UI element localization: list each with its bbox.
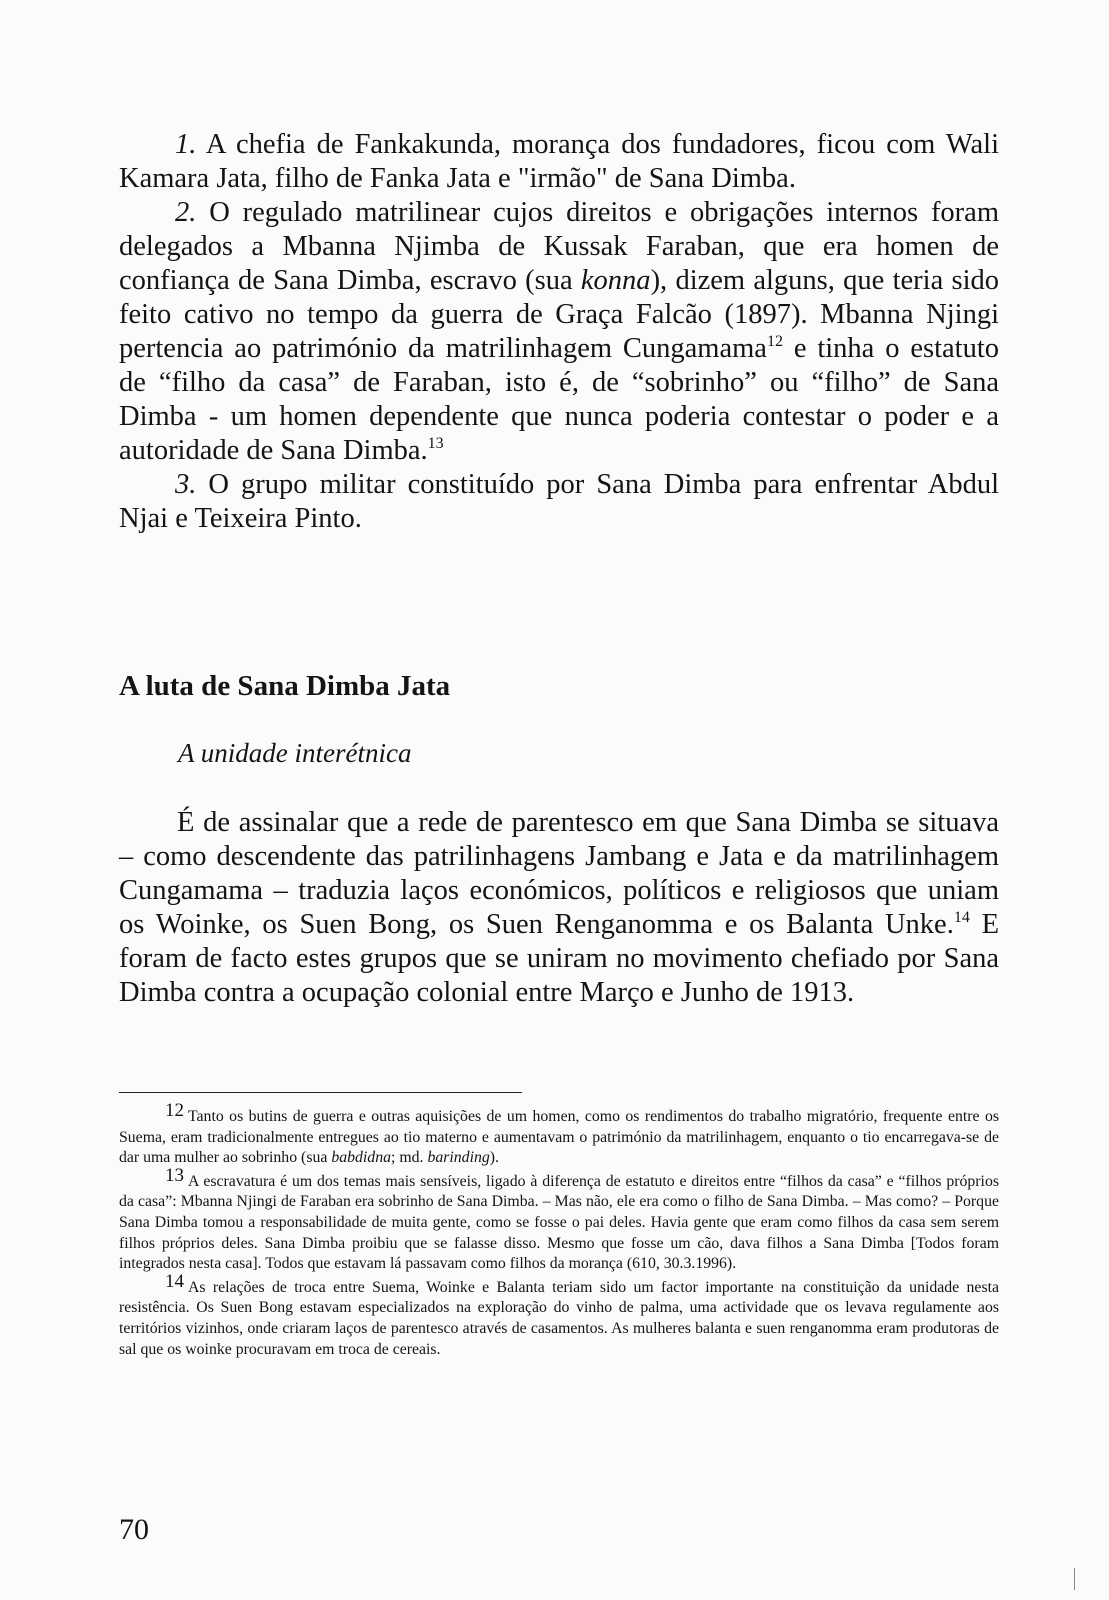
item-text: O grupo militar constituído por Sana Dimba para enfrentar Abdul Njai e Teixeira Pinto. [119,469,1000,534]
item-text: O regulado matrilinear cujos direitos e obrigações internos foram delegados a Mbanna Njimba de Kussak Faraban, que era homen de confiança de Sana Dimba, escravo (sua [119,197,999,296]
footnote-number: 12 [165,1100,184,1121]
footnote-ref-12: 12 [766,333,783,350]
page-number: 70 [119,1513,149,1546]
footnote-14: 14 As relações de troca entre Suema, Woinke e Balanta teriam sido um factor importante na constituição da unidade nesta resistência. Os Suen Bong estavam especializados na exploração do vinho de palma, uma actividade que os levava regulamente aos territórios vizinhos, onde criaram laços de parentesco através de casamentos. As mulheres balanta e suen renganomma eram produtoras de sal que os woinke procuravam em troca de cereais. [119,1270,999,1358]
item-number: 2. [175,197,197,228]
list-item-3 [119,468,999,536]
italic-term: konna [580,265,651,296]
footnote-number: 14 [165,1270,184,1292]
list-item-2 [119,196,999,468]
item-number: 1. [175,129,197,160]
item-text: e tinha o estatuto de “filho da casa” de Faraban, isto é, de “sobrinho” ou “filho” de Sana Dimba - um homen dependente que nunca poderia contestar o poder e a autoridade de Sana Dimba. [119,333,999,466]
list-item-1 [119,128,999,196]
body-paragraph: É de assinalar que a rede de parentesco em que Sana Dimba se situava – como descendente das patrilinhagens Jambang e Jata e da matrilinhagem Cungamama – traduzia laços económicos, políticos e religiosos que uniam os Woinke, os Suen Bong, os Suen Renganomma e os Balanta Unke.$^{14}$ E foram de facto estes grupos que se uniram no movimento chefiado por Sana Dimba contra a ocupação colonial entre Março e Junho de 1913. [119,807,999,1008]
item-text: ), dizem alguns, que teria sido feito cativo no tempo da guerra de Graça Falcão (1897). Mbanna Njingi pertencia ao património da matrilinhagem Cungamama [119,265,999,364]
numbered-list [119,128,999,536]
section-heading: A luta de Sana Dimba Jata [119,670,451,702]
subsection-heading: A unidade interétnica [178,738,412,768]
footnote-13: 13 A escravatura é um dos temas mais sensíveis, ligado à diferença de estatuto e direitos entre “filhos da casa” e “filhos próprios da casa”: Mbanna Njingi de Faraban era sobrinho de Sana Dimba. – Mas não, ele era como o filho de Sana Dimba. – Mas como? – Porque Sana Dimba tomou a responsabilidade de muita gente, como se fosse o pai deles. Havia gente que eram como filhos da casa sem serem filhos próprios deles. Sana Dimba proibiu que se falasse disso. Mesmo que fosse um cão, dava filhos a Sana Dimba [Todos foram integrados nesta casa]. Todos que estavam lá passavam como filhos da morança (610, 30.3.1996). [119,1164,999,1273]
footnote-number: 13 [165,1164,184,1186]
footnote-divider [119,1092,522,1093]
footnote-12: 12 Tanto os butins de guerra e outras aquisições de um homen, como os rendimentos do trabalho migratório, frequente entre os Suema, eram tradicionalmente entregues ao tio materno e aumentavam o património da matrilinhagem, enquanto o tio encarregava-se de dar uma mulher ao sobrinho (sua babdidna; md. barinding). [119,1100,999,1167]
footnote-ref-14: 14 [953,909,970,926]
footnote-ref-13: 13 [427,435,444,452]
item-text: A chefia de Fankakunda, morança dos fundadores, ficou com Wali Kamara Jata, filho de Fanka Jata e "irmão" de Sana Dimba. [119,129,999,194]
item-number: 3. [175,469,197,500]
footnotes [119,1100,999,1363]
scan-edge-mark [1074,1568,1075,1590]
